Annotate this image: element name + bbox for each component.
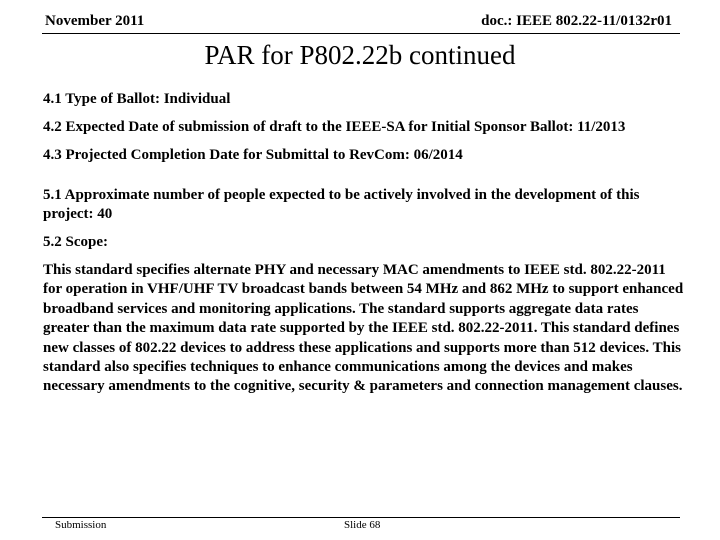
footer-submission: Submission [55, 519, 107, 531]
people-involved-item: 5.1 Approximate number of people expected to be actively involved in the development of this project: 40 [43, 187, 640, 222]
slide-body [43, 90, 684, 397]
submission-date-item: 4.2 Expected Date of submission of draft to the IEEE-SA for Initial Sponsor Ballot: 11/2013 [43, 119, 626, 135]
footer-divider [42, 517, 680, 518]
scope-heading: 5.2 Scope: [43, 234, 108, 250]
scope-paragraph: This standard specifies alternate PHY and necessary MAC amendments to IEEE std. 802.22-2011 for operation in VHF/UHF TV broadcast bands between 54 MHz and 862 MHz to support enhanced broadband services and monitoring applications. The standard supports aggregate data rates greater than the maximum data rate supported by the IEEE std. 802.22-2011. This standard defines new classes of 802.22 devices to address these applications and supports more than 512 devices. This standard also specifies techniques to enhance communications among the devices and makes necessary amendments to the cognitive, security & parameters and connection management clauses. [43, 262, 684, 395]
ballot-type-item: 4.1 Type of Ballot: Individual [43, 91, 231, 107]
header-divider [42, 33, 680, 34]
header-date: November 2011 [45, 13, 145, 29]
footer-slide-number: Slide 68 [344, 519, 381, 531]
completion-date-item: 4.3 Projected Completion Date for Submittal to RevCom: 06/2014 [43, 147, 463, 163]
header-doc-id: doc.: IEEE 802.22-11/0132r01 [481, 13, 672, 29]
slide-title: PAR for P802.22b continued [204, 40, 516, 70]
